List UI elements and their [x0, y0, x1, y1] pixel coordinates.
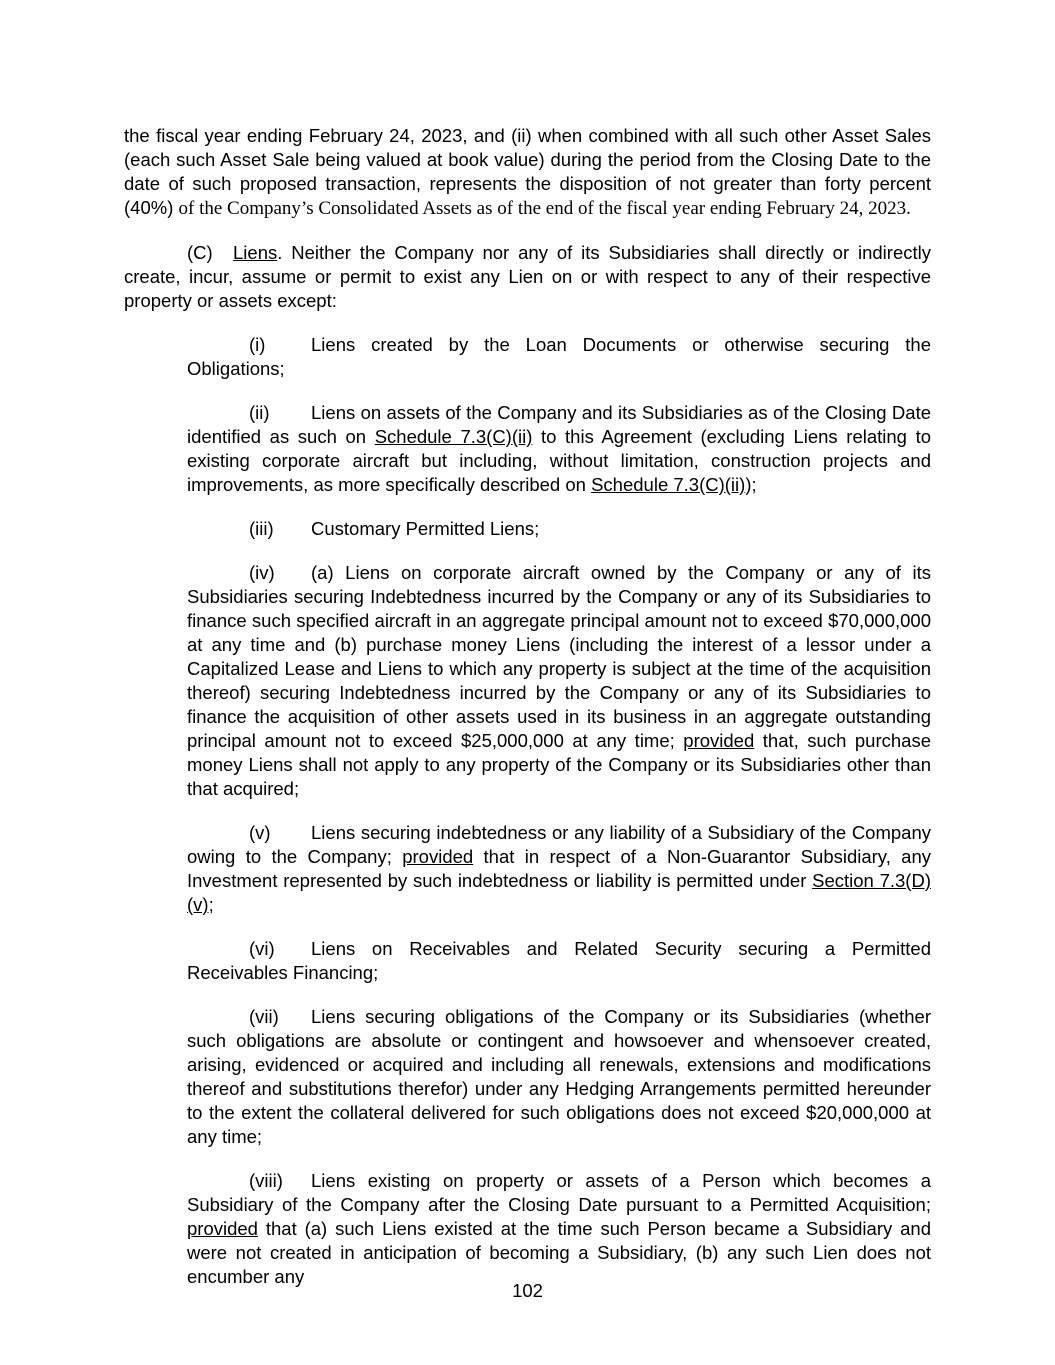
item-iv: [187, 561, 931, 801]
intro-text-serif: of the Company’s Consolidated Assets as of the end of the fiscal year ending February 24, 2023.: [178, 198, 911, 219]
item-vii-text: Liens securing obligations of the Company or its Subsidiaries (whether such obligations are absolute or contingent and howsoever and whensoever created, arising, evidenced or acquired and including all renewals, extensions and modifications thereof and substitutions therefor) under any Hedging Arrangements permitted hereunder to the extent the collateral delivered for such obligations does not exceed $20,000,000 at any time;: [187, 1006, 931, 1147]
schedule-reference-2: Schedule 7.3(C)(ii): [591, 474, 746, 495]
item-i-text: Liens created by the Loan Documents or otherwise securing the Obligations;: [187, 334, 931, 379]
item-ii: [187, 401, 931, 497]
item-v-text-3: ;: [208, 894, 214, 915]
item-iv-number: (iv): [249, 562, 275, 583]
item-vii: [187, 1005, 931, 1149]
provided-term: provided: [683, 730, 755, 751]
item-iv-text-1: (a) Liens on corporate aircraft owned by the Company or any of its Subsidiaries securing Indebtedness incurred by the Company or any of its Subsidiaries to finance such specified aircraft in an aggregate principal amount not to exceed $70,000,000 at any time and (b) purchase money Liens (including the interest of a lessor under a Capitalized Lease and Liens to which any property is subject at the time of the acquisition thereof) securing Indebtedness incurred by the Company or any of its Subsidiaries to finance the acquisition of other assets used in its business in an aggregate outstanding principal amount not to exceed $25,000,000 at any time;: [187, 562, 931, 751]
item-iv-text-2: that, such purchase money Liens shall not apply to any property of the Company or its Subsidiaries other than that acquired;: [187, 730, 931, 799]
item-i: [187, 333, 931, 381]
item-ii-text-3: );: [745, 474, 757, 495]
item-vi: [187, 937, 931, 985]
item-ii-text-2: to this Agreement (excluding Liens relating to existing corporate aircraft but including, without limitation, construction projects and improvements, as more specifically described on: [187, 426, 931, 495]
item-v-text-2: that in respect of a Non-Guarantor Subsidiary, any Investment represented by such indebtedness or liability is permitted under: [187, 846, 932, 891]
item-ii-number: (ii): [249, 402, 270, 423]
item-vii-number: (vii): [249, 1006, 279, 1027]
item-ii-text-1: Liens on assets of the Company and its Subsidiaries as of the Closing Date identified as such on: [187, 402, 931, 447]
item-v: [187, 821, 931, 917]
item-viii: [187, 1169, 931, 1289]
intro-paragraph: [124, 124, 931, 221]
section-reference: Section 7.3(D)(v): [187, 870, 931, 915]
schedule-reference-1: Schedule 7.3(C)(ii): [374, 426, 533, 447]
item-i-number: (i): [249, 334, 266, 355]
section-c-paragraph: [124, 241, 931, 313]
section-c-text: . Neither the Company nor any of its Subsidiaries shall directly or indirectly create, incur, assume or permit to exist any Lien on or with respect to any of their respective property or assets except:: [124, 242, 931, 311]
intro-text-sans: the fiscal year ending February 24, 2023, and (ii) when combined with all such other Asset Sales (each such Asset Sale being valued at book value) during the period from the Closing Date to the date of such proposed transaction, represents the disposition of not greater than forty percent (40%): [124, 125, 931, 218]
document-page: [124, 124, 931, 1309]
item-viii-number: (viii): [249, 1170, 283, 1191]
item-viii-text-2: that (a) such Liens existed at the time such Person became a Subsidiary and were not created in anticipation of becoming a Subsidiary, (b) any such Lien does not encumber any: [187, 1218, 931, 1287]
item-iii: [187, 517, 931, 541]
item-v-text-1: Liens securing indebtedness or any liability of a Subsidiary of the Company owing to the Company;: [187, 822, 931, 867]
item-vi-text: Liens on Receivables and Related Security securing a Permitted Receivables Financing;: [187, 938, 931, 983]
section-c-number: (C): [187, 242, 213, 263]
item-iii-number: (iii): [249, 518, 274, 539]
page-number: 102: [512, 1280, 543, 1301]
item-viii-text-1: Liens existing on property or assets of a Person which becomes a Subsidiary of the Company after the Closing Date pursuant to a Permitted Acquisition;: [187, 1170, 931, 1215]
item-vi-number: (vi): [249, 938, 275, 959]
item-iii-text: Customary Permitted Liens;: [311, 518, 540, 539]
section-c-title: Liens: [233, 242, 278, 263]
item-v-number: (v): [249, 822, 271, 843]
provided-term: provided: [187, 1218, 258, 1239]
provided-term: provided: [402, 846, 474, 867]
